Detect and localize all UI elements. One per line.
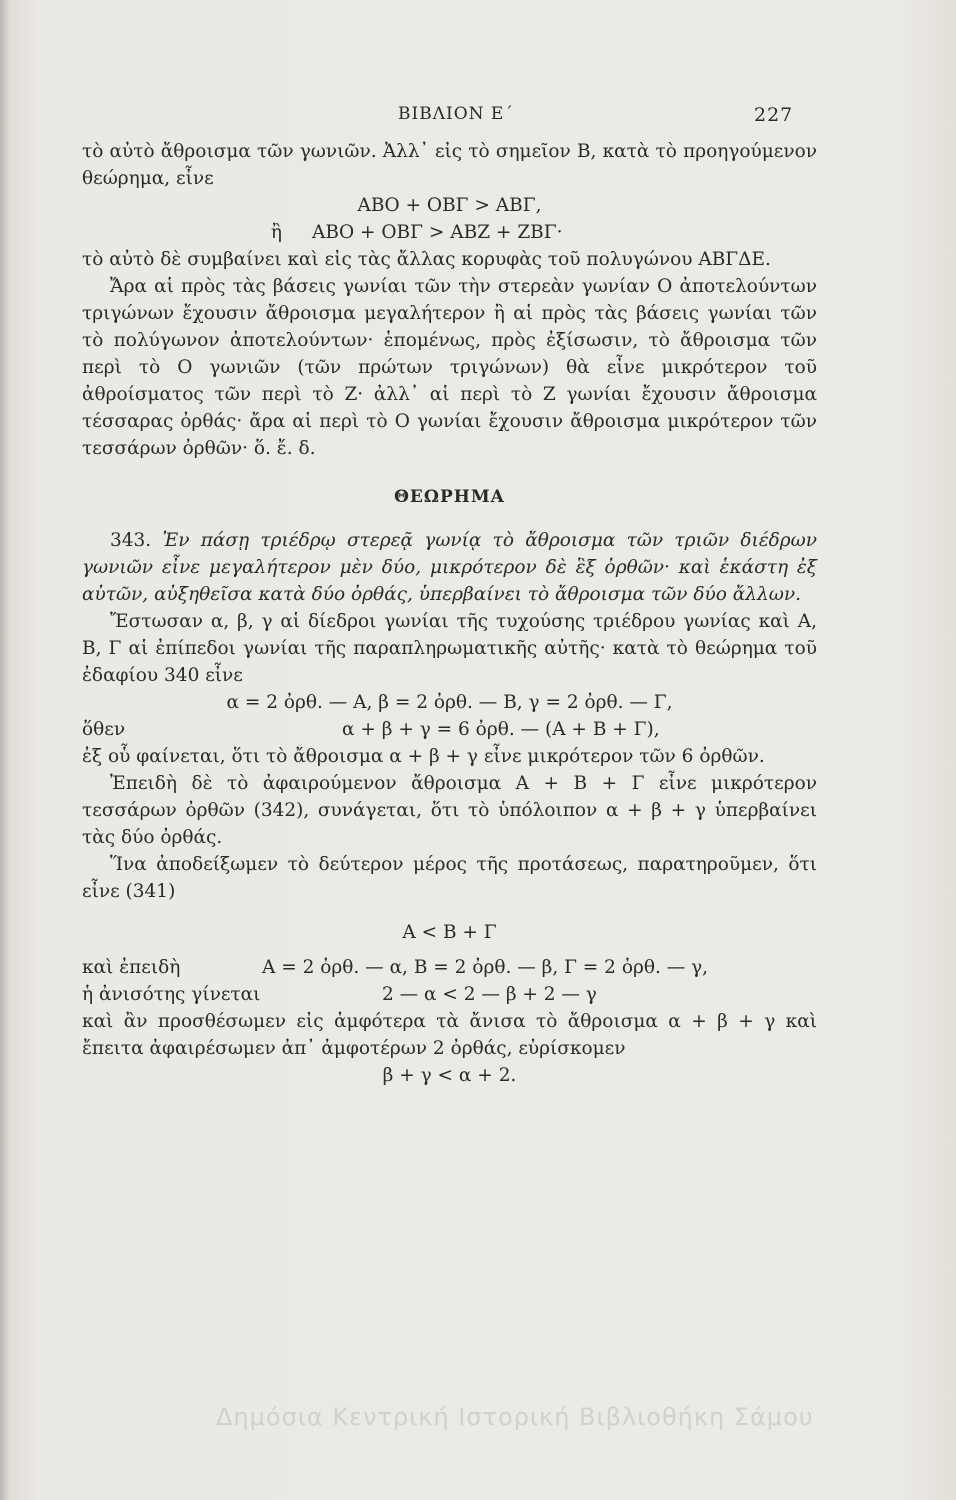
page-binding-edge <box>0 0 10 1500</box>
equation-2-prefix: ἢ <box>270 222 282 243</box>
equation-7-label: ἡ ἀνισότης γίνεται <box>82 984 261 1005</box>
equation-2-body: ΑΒΟ + ΟΒΓ > ΑΒΖ + ΖΒΓ· <box>312 222 563 243</box>
paragraph-4: Ἔστωσαν α, β, γ αἱ δίεδροι γωνίαι τῆς τυχούσης τριέδρου γωνίας καὶ Α, Β, Γ αἱ ἐπίπεδοι γωνίαι τῆς παραπληρωματικῆς αὐτῆς· κατὰ τὸ θεώρημα τοῦ ἐδαφίου 340 εἶνε <box>82 611 817 686</box>
theorem-heading: ΘΕΩΡΗΜΑ <box>394 487 505 507</box>
paragraph-2: τὸ αὐτὸ δὲ συμβαίνει καὶ εἰς τὰς ἄλλας κορυφὰς τοῦ πολυγώνου ΑΒΓΔΕ. <box>82 249 771 270</box>
paragraph-3: Ἄρα αἱ πρὸς τὰς βάσεις γωνίαι τῶν τὴν στερεὰν γωνίαν Ο ἀποτελούντων τριγώνων ἔχουσιν ἄθροισμα μεγαλήτερον ἢ αἱ πρὸς τὰς βάσεις γωνίαι τῶν τὸ πολύγωνον ἀποτελούντων· ἑπομένως, πρὸς ἐξίσωσιν, τὸ ἄθροισμα τῶν περὶ τὸ Ο γωνιῶν (τῶν πρώτων τριγώνων) θὰ εἶνε μικρότερον τοῦ ἀθροίσματος τῶν περὶ τὸ Ζ· ἀλλ᾽ αἱ περὶ τὸ Ζ γωνίαι ἔχουσιν ἄθροισμα τέσσαρας ὀρθάς· ἄρα αἱ περὶ τὸ Ο γωνίαι ἔχουσιν ἄθροισμα μικρότερον τῶν τεσσάρων ὀρθῶν· ὅ. ἔ. δ. <box>82 276 817 459</box>
equation-2 <box>82 219 817 246</box>
equation-7-body: 2 — α < 2 — β + 2 — γ <box>382 984 597 1005</box>
equation-6 <box>82 954 817 981</box>
paragraph-5: ἐξ οὗ φαίνεται, ὅτι τὸ ἄθροισμα α + β + γ εἶνε μικρότερον τῶν 6 ὀρθῶν. <box>82 746 765 767</box>
running-title: ΒΙΒΛΙΟΝ Ε΄ <box>398 104 514 124</box>
equation-4 <box>82 716 817 743</box>
theorem-text: Ἐν πάσῃ τριέδρῳ στερεᾷ γωνίᾳ τὸ ἄθροισμα τῶν τριῶν διέδρων γωνιῶν εἶνε μεγαλήτερον μὲν δύο, μικρότερον δὲ ἓξ ὀρθῶν· καὶ ἑκάστη ἐξ αὐτῶν, αὐξηθεῖσα κατὰ δύο ὀρθάς, ὑπερβαίνει τὸ ἄθροισμα τῶν δύο ἄλλων. <box>82 530 817 605</box>
theorem-number: 343. <box>110 530 152 551</box>
equation-6-label: καὶ ἐπειδὴ <box>82 957 181 978</box>
paragraph-6: Ἐπειδὴ δὲ τὸ ἀφαιρούμενον ἄθροισμα Α + Β + Γ εἶνε μικρότερον τεσσάρων ὀρθῶν (342), συνάγεται, ὅτι τὸ ὑπόλοιπον α + β + γ ὑπερβαίνει τὰς δύο ὀρθάς. <box>82 773 817 848</box>
paragraph-1: τὸ αὐτὸ ἄθροισμα τῶν γωνιῶν. Ἀλλ᾽ εἰς τὸ σημεῖον Β, κατὰ τὸ προηγούμενον θεώρημα, εἶνε <box>82 141 817 189</box>
theorem-statement <box>82 527 817 608</box>
equation-7 <box>82 981 817 1008</box>
equation-5: Α < Β + Γ <box>402 922 497 943</box>
equation-4-body: α + β + γ = 6 ὀρθ. — (Α + Β + Γ), <box>342 719 660 740</box>
equation-3: α = 2 ὀρθ. — Α, β = 2 ὀρθ. — Β, γ = 2 ὀρθ. — Γ, <box>226 692 673 713</box>
equation-8: β + γ < α + 2. <box>382 1065 517 1086</box>
equation-1: ΑΒΟ + ΟΒΓ > ΑΒΓ, <box>357 195 542 216</box>
paragraph-7: Ἵνα ἀποδείξωμεν τὸ δεύτερον μέρος τῆς προτάσεως, παρατηροῦμεν, ὅτι εἶνε (341) <box>82 854 817 902</box>
paragraph-8: καὶ ἂν προσθέσωμεν εἰς ἀμφότερα τὰ ἄνισα τὸ ἄθροισμα α + β + γ καὶ ἔπειτα ἀφαιρέσωμεν ἀπ᾽ ἀμφοτέρων 2 ὀρθάς, εὑρίσκομεν <box>82 1011 817 1059</box>
page-header <box>0 104 956 134</box>
page-body <box>82 138 817 1089</box>
page-number: 227 <box>754 104 794 126</box>
equation-4-label: ὅθεν <box>82 719 126 740</box>
equation-6-body: Α = 2 ὀρθ. — α, Β = 2 ὀρθ. — β, Γ = 2 ὀρθ. — γ, <box>262 957 709 978</box>
library-watermark: Δημόσια Κεντρική Ιστορική Βιβλιοθήκη Σάμου <box>216 1403 814 1431</box>
